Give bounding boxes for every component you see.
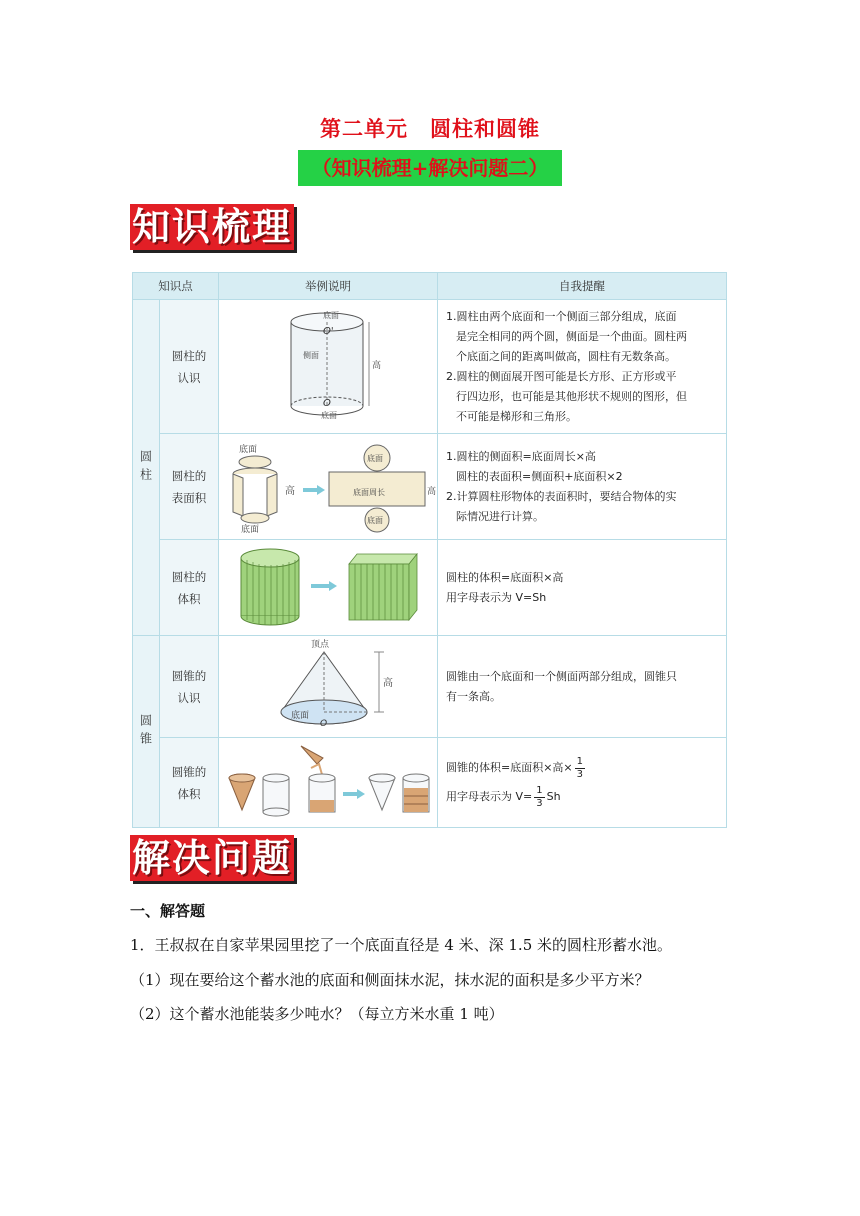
illustration-cylinder-volume bbox=[219, 540, 438, 636]
tip-cone-recognition: 圆锥由一个底面和一个侧面两部分组成，圆锥只 有一条高。 bbox=[438, 636, 727, 738]
tip-cylinder-volume: 圆柱的体积=底面积×高 用字母表示为 V=Sh bbox=[438, 540, 727, 636]
cyl-label-side: 侧面 bbox=[303, 351, 319, 360]
net-label-base-top: 底面 bbox=[239, 445, 258, 455]
section-heading: 一、解答题 bbox=[130, 902, 206, 920]
table-row bbox=[133, 434, 727, 540]
topic-cone-volume: 圆锥的体积 bbox=[160, 738, 219, 828]
net-label-height: 高 bbox=[285, 486, 295, 497]
cylinder-net-diagram bbox=[219, 434, 437, 536]
topic-cone-recognition: 圆锥的认识 bbox=[160, 636, 219, 738]
cone-volume-diagram bbox=[219, 738, 437, 824]
solve-banner: 解决问题 bbox=[131, 836, 292, 880]
page-title: 第二单元 圆柱和圆锥 bbox=[320, 116, 540, 141]
net-label-base-bottom: 底面 bbox=[241, 525, 260, 535]
tip-cylinder-surface: 1.圆柱的侧面积=底面周长×高 圆柱的表面积=侧面积+底面积×2 2.计算圆柱形物体的表面积时，要结合物体的实 际情况进行计算。 bbox=[438, 434, 727, 540]
cyl-label-height: 高 bbox=[372, 361, 382, 371]
header-knowledge-point: 知识点 bbox=[133, 273, 219, 300]
illustration-cylinder bbox=[219, 300, 438, 434]
category-cone: 圆锥 bbox=[133, 636, 160, 828]
tip-cone-volume: 圆锥的体积=底面积×高× $\frac{1}{3}$ 用字母表示为 V= $\frac{1}{3}$ Sh bbox=[438, 738, 727, 828]
topic-cylinder-recognition: 圆柱的认识 bbox=[160, 300, 219, 434]
category-cylinder: 圆柱 bbox=[133, 300, 160, 636]
question-1-part-2: （2）这个蓄水池能装多少吨水？（每立方米水重 1 吨） bbox=[130, 1005, 504, 1023]
net-label-circle-top: 底面 bbox=[367, 454, 383, 463]
knowledge-table bbox=[132, 272, 727, 828]
cone-label-height: 高 bbox=[383, 678, 393, 689]
cone-label-base: 底面 bbox=[291, 711, 310, 721]
svg-text:O': O' bbox=[323, 326, 334, 337]
cone-label-apex: 顶点 bbox=[311, 640, 330, 650]
illustration-cone bbox=[219, 636, 438, 738]
net-label-circle-bottom: 底面 bbox=[367, 516, 383, 525]
cyl-label-bottom: 底面 bbox=[321, 411, 337, 420]
question-1: 1．王叔叔在自家苹果园里挖了一个底面直径是 4 米、深 1.5 米的圆柱形蓄水池。 bbox=[130, 936, 673, 954]
table-row bbox=[133, 636, 727, 738]
table-row bbox=[133, 540, 727, 636]
net-label-circumference: 底面周长 bbox=[353, 488, 385, 497]
cyl-label-top: 底面 bbox=[323, 311, 339, 320]
svg-text:O: O bbox=[323, 398, 331, 409]
illustration-cylinder-net bbox=[219, 434, 438, 540]
question-1-part-1: （1）现在要给这个蓄水池的底面和侧面抹水泥，抹水泥的面积是多少平方米？ bbox=[130, 971, 650, 989]
cylinder-volume-diagram bbox=[219, 540, 437, 632]
svg-text:O: O bbox=[320, 719, 328, 729]
table-row bbox=[133, 300, 727, 434]
knowledge-banner: 知识梳理 bbox=[131, 205, 292, 249]
table-row bbox=[133, 738, 727, 828]
page-subtitle: （知识梳理+解决问题二） bbox=[298, 150, 562, 186]
header-example: 举例说明 bbox=[219, 273, 438, 300]
topic-cylinder-surface: 圆柱的表面积 bbox=[160, 434, 219, 540]
header-reminder: 自我提醒 bbox=[438, 273, 727, 300]
topic-cylinder-volume: 圆柱的体积 bbox=[160, 540, 219, 636]
cylinder-diagram bbox=[219, 300, 437, 430]
table-header-row bbox=[133, 273, 727, 300]
tip-cylinder-recognition: 1.圆柱由两个底面和一个侧面三部分组成，底面 是完全相同的两个圆，侧面是一个曲面。圆柱两 个底面之间的距离叫做高，圆柱有无数条高。 2.圆柱的侧面展开图可能是长方形、正方形或平 行四边形，也可能是其他形状不规则的图形，但 不可能是梯形和三角形。 bbox=[438, 300, 727, 434]
svg-text:高: 高 bbox=[427, 487, 437, 497]
illustration-cone-volume bbox=[219, 738, 438, 828]
cone-diagram bbox=[219, 636, 437, 734]
